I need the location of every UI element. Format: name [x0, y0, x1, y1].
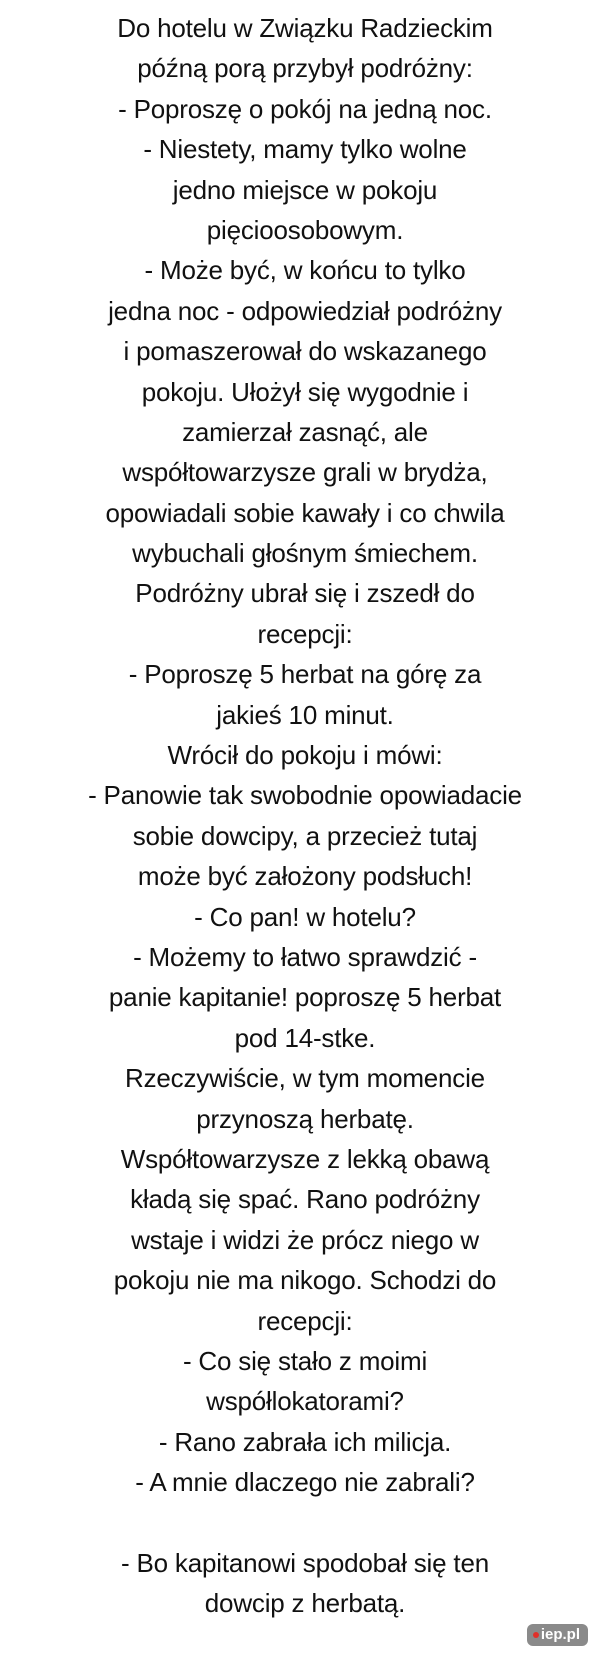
story-line: - Co pan! w hotelu?	[194, 901, 416, 932]
watermark-text: iep.pl	[540, 1626, 580, 1643]
story-line: Podróżny ubrał się i zszedł do	[135, 578, 475, 609]
story-line: - Bo kapitanowi spodobał się ten	[121, 1547, 489, 1578]
story-line: recepcji:	[257, 1305, 353, 1336]
story-line: i pomaszerował do wskazanego	[123, 336, 487, 367]
story-line: dowcip z herbatą.	[204, 1588, 406, 1619]
story-line: - Niestety, mamy tylko wolne	[143, 134, 467, 165]
watermark-dot-icon	[533, 1632, 539, 1638]
blank-line	[0, 1502, 610, 1542]
story-line: pięcioosobowym.	[206, 214, 404, 245]
story-line: współtowarzysze grali w brydża,	[122, 457, 488, 488]
story-line: Wrócił do pokoju i mówi:	[167, 740, 443, 771]
story-line: pokoju. Ułożył się wygodnie i	[141, 376, 469, 407]
story-line: jedna noc - odpowiedział podróżny	[108, 295, 502, 326]
story-line: wstaje i widzi że prócz niego w	[131, 1224, 479, 1255]
story-text	[0, 8, 610, 1624]
story-line: opowiadali sobie kawały i co chwila	[105, 497, 505, 528]
story-line: recepcji:	[257, 618, 353, 649]
story-line: jedno miejsce w pokoju	[172, 174, 438, 205]
story-line: pokoju nie ma nikogo. Schodzi do	[113, 1265, 497, 1296]
site-watermark	[527, 1624, 588, 1646]
story-line: - Panowie tak swobodnie opowiadacie	[88, 780, 522, 811]
story-line: późną porą przybył podróżny:	[137, 53, 473, 84]
story-line: - Poproszę o pokój na jedną noc.	[118, 93, 492, 124]
story-line: panie kapitanie! poproszę 5 herbat	[108, 982, 502, 1013]
story-line: kładą się spać. Rano podróżny	[130, 1184, 480, 1215]
story-line: - A mnie dlaczego nie zabrali?	[135, 1467, 475, 1498]
story-line: Do hotelu w Związku Radzieckim	[117, 13, 493, 43]
story-line: Współtowarzysze z lekką obawą	[120, 1143, 490, 1174]
story-line: - Rano zabrała ich milicja.	[158, 1426, 452, 1457]
story-line: jakieś 10 minut.	[216, 699, 394, 730]
story-line: - Może być, w końcu to tylko	[144, 255, 466, 286]
story-line: pod 14-stke.	[234, 1022, 376, 1053]
story-line: Rzeczywiście, w tym momencie	[125, 1063, 485, 1094]
story-line: wybuchali głośnym śmiechem.	[132, 538, 478, 569]
story-line: przynoszą herbatę.	[196, 1103, 414, 1134]
story-line: - Co się stało z moimi	[182, 1345, 428, 1376]
story-line: zamierzał zasnąć, ale	[182, 416, 428, 447]
story-line: - Możemy to łatwo sprawdzić -	[133, 941, 477, 972]
story-line: sobie dowcipy, a przecież tutaj	[132, 820, 478, 851]
story-line: współlokatorami?	[206, 1386, 404, 1417]
story-line: - Poproszę 5 herbat na górę za	[128, 659, 482, 690]
story-line: może być założony podsłuch!	[137, 861, 473, 892]
